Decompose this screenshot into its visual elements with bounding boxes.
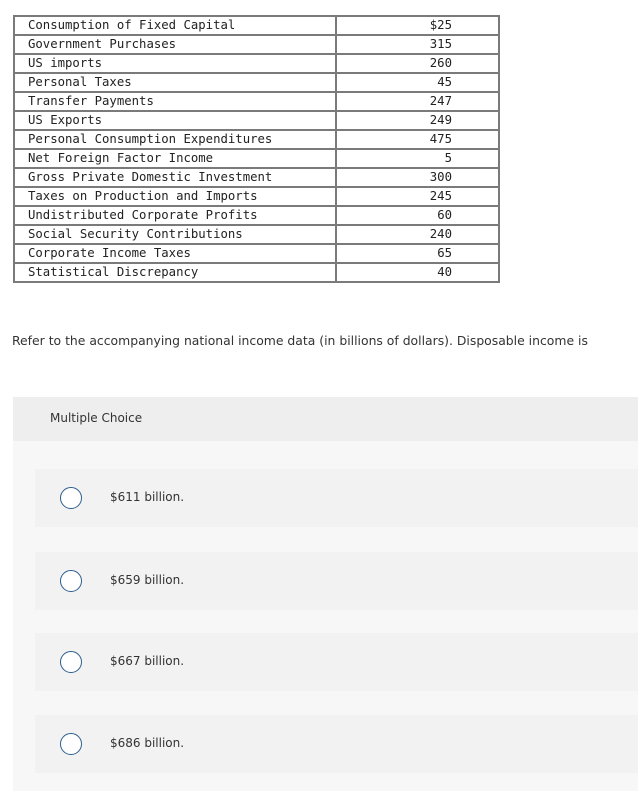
table-row bbox=[14, 187, 499, 206]
table-row bbox=[14, 92, 499, 111]
item-name-cell: Net Foreign Factor Income bbox=[14, 149, 336, 168]
item-value-cell: 260 bbox=[336, 54, 499, 73]
item-name-cell: Transfer Payments bbox=[14, 92, 336, 111]
national-income-table bbox=[13, 15, 500, 283]
question-text: Refer to the accompanying national income data (in billions of dollars). Disposable income is bbox=[12, 333, 588, 348]
radio-button-icon[interactable] bbox=[60, 487, 82, 509]
table-row bbox=[14, 225, 499, 244]
radio-button-icon[interactable] bbox=[60, 651, 82, 673]
multiple-choice-panel bbox=[13, 397, 638, 791]
item-value-cell: 245 bbox=[336, 187, 499, 206]
answer-option-label: $611 billion. bbox=[110, 490, 185, 504]
answer-option-label: $686 billion. bbox=[110, 736, 185, 750]
item-value-cell: 249 bbox=[336, 111, 499, 130]
item-value-cell: 40 bbox=[336, 263, 499, 282]
answer-option-4[interactable] bbox=[35, 715, 638, 773]
radio-button-icon[interactable] bbox=[60, 733, 82, 755]
item-value-cell: 247 bbox=[336, 92, 499, 111]
item-value-cell: 240 bbox=[336, 225, 499, 244]
table-row bbox=[14, 263, 499, 282]
table-row bbox=[14, 149, 499, 168]
table-row bbox=[14, 35, 499, 54]
item-value-cell: 65 bbox=[336, 244, 499, 263]
item-name-cell: Social Security Contributions bbox=[14, 225, 336, 244]
table-row bbox=[14, 206, 499, 225]
answer-option-1[interactable] bbox=[35, 469, 638, 527]
multiple-choice-header bbox=[13, 397, 638, 441]
table-row bbox=[14, 16, 499, 35]
item-value-cell: 315 bbox=[336, 35, 499, 54]
radio-button-icon[interactable] bbox=[60, 570, 82, 592]
item-name-cell: Personal Taxes bbox=[14, 73, 336, 92]
item-value-cell: 300 bbox=[336, 168, 499, 187]
item-name-cell: Consumption of Fixed Capital bbox=[14, 16, 336, 35]
item-name-cell: Statistical Discrepancy bbox=[14, 263, 336, 282]
multiple-choice-label: Multiple Choice bbox=[50, 411, 143, 425]
item-value-cell: 475 bbox=[336, 130, 499, 149]
item-value-cell: 5 bbox=[336, 149, 499, 168]
table-row bbox=[14, 168, 499, 187]
item-value-cell: 45 bbox=[336, 73, 499, 92]
item-name-cell: Government Purchases bbox=[14, 35, 336, 54]
item-value-cell: $25 bbox=[336, 16, 499, 35]
answer-option-2[interactable] bbox=[35, 552, 638, 610]
item-name-cell: Corporate Income Taxes bbox=[14, 244, 336, 263]
table-row bbox=[14, 111, 499, 130]
item-name-cell: Personal Consumption Expenditures bbox=[14, 130, 336, 149]
table-row bbox=[14, 244, 499, 263]
answer-option-label: $667 billion. bbox=[110, 654, 185, 668]
item-name-cell: US imports bbox=[14, 54, 336, 73]
item-name-cell: US Exports bbox=[14, 111, 336, 130]
item-name-cell: Taxes on Production and Imports bbox=[14, 187, 336, 206]
table-body bbox=[14, 16, 499, 282]
table-row bbox=[14, 54, 499, 73]
answer-option-label: $659 billion. bbox=[110, 573, 185, 587]
answer-option-3[interactable] bbox=[35, 633, 638, 691]
item-value-cell: 60 bbox=[336, 206, 499, 225]
item-name-cell: Undistributed Corporate Profits bbox=[14, 206, 336, 225]
table-row bbox=[14, 130, 499, 149]
table-row bbox=[14, 73, 499, 92]
item-name-cell: Gross Private Domestic Investment bbox=[14, 168, 336, 187]
